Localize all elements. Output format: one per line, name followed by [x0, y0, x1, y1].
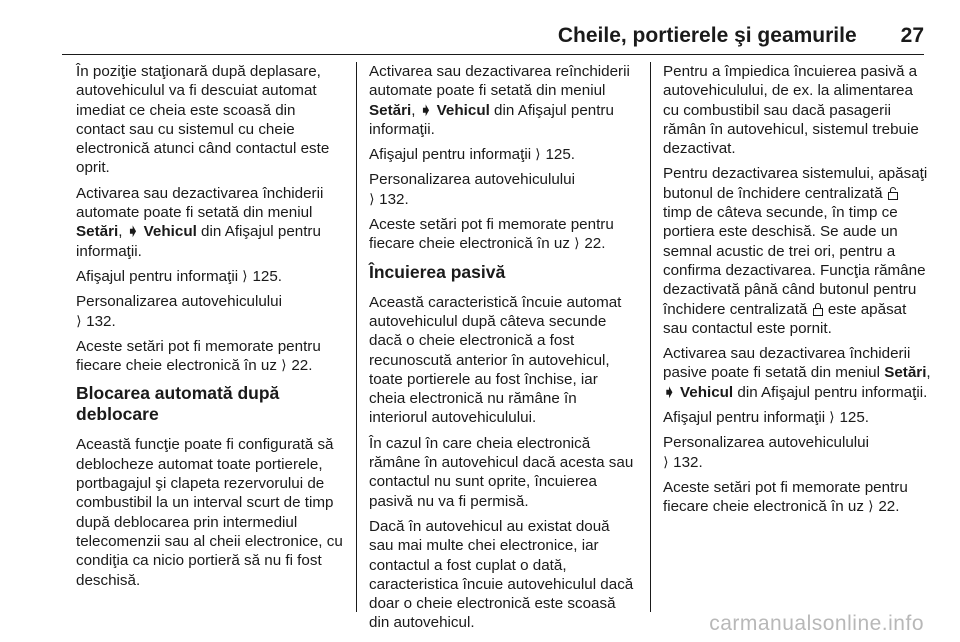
column-divider [356, 62, 357, 612]
paragraph: Această funcţie poate fi configurată să deblocheze automat toate portierele, portbagajul şi clapeta rezervorului de combustibil la un interval scurt de timp după deblocarea prin intermediul telecomenzii sau al cheii electronice, cu condiţia ca nicio portieră să nu fi fost deschisă. [76, 436, 343, 589]
reference-arrow-icon: ⟩ [369, 191, 375, 207]
page-reference: 132. [81, 312, 116, 330]
paragraph: Dacă în autovehicul au existat două sau mai multe chei electronice, iar contactul a fost cuplat o dată, caracteristica încuie autovehiculul dacă doar o cheie electronică este scoasă din autovehicul. [369, 517, 634, 632]
text: Aceste setări pot fi memorate pentru fiecare cheie electronică în uz [76, 337, 321, 375]
menu-vehicul: Vehicul [679, 383, 734, 401]
paragraph [76, 292, 344, 331]
arrow-icon: ➧ [419, 101, 433, 119]
section-heading: Încuierea pasivă [369, 261, 506, 282]
column-3 [663, 62, 931, 523]
paragraph [663, 433, 931, 472]
text: Pentru dezactivarea sistemului, apăsaţi butonul de închidere centralizată [663, 165, 928, 202]
page-reference: 125. [835, 409, 870, 427]
watermark: carmanualsonline.info [709, 612, 924, 635]
paragraph [76, 267, 344, 286]
menu-setari: Setări [76, 223, 119, 241]
paragraph: În poziţie staţionară după deplasare, autovehiculul va fi descuiat automat imediat ce cheia este scoasă din contact sau cu sistemul cu cheie electronică atunci când contactul este oprit. [76, 63, 330, 177]
text: din Afişajul pentru informaţii. [733, 383, 928, 401]
page-header [62, 18, 924, 54]
header-title: Cheile, portierele şi geamurile [557, 24, 857, 47]
page-reference: 125. [248, 267, 283, 285]
page-number: 27 [900, 24, 924, 47]
paragraph [369, 170, 637, 209]
page-reference: 132. [374, 190, 409, 208]
reference-arrow-icon: ⟩ [868, 499, 874, 515]
paragraph [76, 337, 344, 376]
text: din Afişajul pentru informaţii. [76, 223, 321, 260]
paragraph: Pentru a împiedica încuierea pasivă a autovehiculului, de ex. la alimentarea cu combustibil sau dacă pasagerii rămân în autovehicul, sistemul trebuie dezactivat. [663, 63, 919, 158]
text: Afişajul pentru informaţii [76, 267, 243, 285]
paragraph [369, 145, 637, 164]
menu-setari: Setări [369, 101, 412, 119]
arrow-icon: ➧ [126, 223, 140, 241]
text: Personalizarea autovehiculului [76, 293, 283, 311]
page-reference: 125. [541, 146, 576, 164]
reference-arrow-icon: ⟩ [535, 147, 541, 163]
paragraph: Această caracteristică încuie automat autovehiculul după câteva secunde dacă o cheie electronică a fost recunoscută anterior în autovehicul, toate portierele au fost închise, iar cheia electronică nu rămâne în interiorul autovehiculului. [369, 293, 622, 427]
paragraph [663, 478, 931, 517]
page-reference: 22. [580, 235, 606, 253]
text: Activarea sau dezactivarea reînchiderii automate poate fi setată din meniul [369, 63, 630, 100]
lock-icon [812, 302, 824, 316]
reference-arrow-icon: ⟩ [829, 409, 835, 426]
text: , [118, 223, 127, 241]
text: , [411, 101, 420, 119]
text: Aceste setări pot fi memorate pentru fiecare cheie electronică în uz [369, 216, 614, 253]
page-reference: 22. [287, 357, 313, 375]
text: Afişajul pentru informaţii [663, 409, 830, 427]
text: Afişajul pentru informaţii [369, 146, 536, 164]
text: timp de câteva secunde, în timp ce portiera este deschisă. Se aude un semnal acustic de trei ori, pentru a confirma dezactivarea. Funcţia rămâne dezactivată până când butonul pentru închidere centralizată [663, 204, 926, 318]
paragraph [663, 344, 931, 402]
paragraph [663, 408, 931, 427]
page-reference: 22. [874, 498, 900, 516]
text: este apăsat sau contactul este pornit. [663, 300, 907, 337]
paragraph: În cazul în care cheia electronică rămâne în autovehicul dacă acesta sau contactul nu sunt oprite, încuierea pasivă nu va fi permisă. [369, 434, 634, 510]
column-2 [369, 62, 637, 639]
paragraph [369, 62, 637, 139]
reference-arrow-icon: ⟩ [76, 313, 82, 329]
text: Activarea sau dezactivarea închiderii pasive poate fi setată din meniul [663, 345, 911, 382]
page-reference: 132. [668, 453, 703, 471]
paragraph [369, 215, 637, 254]
menu-setari: Setări [884, 364, 927, 382]
reference-arrow-icon: ⟩ [574, 236, 580, 252]
text: , [926, 364, 931, 382]
paragraph [76, 184, 344, 261]
header-rule [62, 54, 924, 55]
menu-vehicul: Vehicul [436, 101, 490, 119]
section-heading: Blocarea automată după deblocare [76, 383, 280, 425]
text: Personalizarea autovehiculului [663, 434, 870, 452]
text: Aceste setări pot fi memorate pentru fiecare cheie electronică în uz [663, 478, 908, 516]
reference-arrow-icon: ⟩ [663, 454, 669, 470]
text: Activarea sau dezactivarea închiderii automate poate fi setată din meniul [76, 184, 324, 222]
text: Personalizarea autovehiculului [369, 171, 576, 189]
paragraph [663, 164, 931, 338]
arrow-icon: ➧ [663, 383, 676, 401]
reference-arrow-icon: ⟩ [281, 358, 287, 374]
column-1 [76, 62, 344, 596]
text: din Afişajul pentru informaţii. [369, 101, 614, 138]
reference-arrow-icon: ⟩ [242, 268, 248, 285]
column-divider [650, 62, 651, 612]
unlock-icon [887, 186, 899, 200]
menu-vehicul: Vehicul [143, 223, 197, 241]
